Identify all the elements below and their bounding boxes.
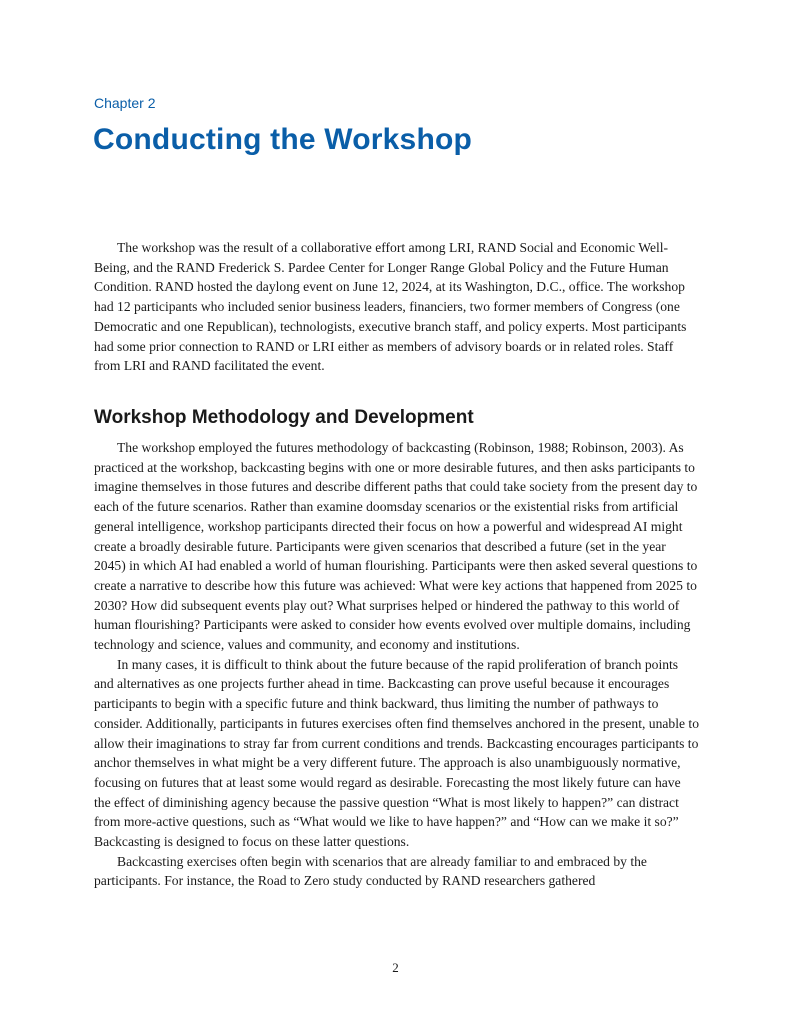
body-paragraph: In many cases, it is difficult to think about the future because of the rapid proliferation of branch points and alternatives as one projects further ahead in time. Backcasting can prove useful because it encourages participants to begin with a specific future and think backward, thus limiting the number of pathways to consider. Additionally, participants in futures exercises often find themselves anchored in the present, unable to allow their imaginations to stray far from current conditions and trends. Backcasting encourages participants to anchor themselves in what might be a very different future. The approach is also unambiguously normative, focusing on futures that at least some would regard as desirable. Forecasting the most likely future can have the effect of diminishing agency because the passive question “What is most likely to happen?” can distract from more-active questions, such as “What would we like to have happen?” and “How can we make it so?” Backcasting is designed to focus on these latter questions. (94, 656, 700, 850)
section-heading: Workshop Methodology and Development (94, 407, 474, 428)
page-number: 2 (392, 960, 399, 975)
intro-section (94, 238, 699, 376)
body-paragraph: Backcasting exercises often begin with scenarios that are already familiar to and embraced by the participants. For instance, the Road to Zero study conducted by RAND researchers gathered (94, 853, 647, 889)
body-paragraph: The workshop employed the futures methodology of backcasting (Robinson, 1988; Robinson, 2003). As practiced at the workshop, backcasting begins with one or more desirable futures, and then asks participants to imagine themselves in those futures and describe different paths that could take society from the present day to each of the future scenarios. Rather than examine doomsday scenarios or the existential risks from artificial general intelligence, workshop participants directed their focus on how a powerful and widespread AI might create a broadly desirable future. Participants were given scenarios that described a future (set in the year 2045) in which AI had enabled a world of human flourishing. Participants were then asked several questions to create a narrative to describe how this future was achieved: What were key actions that happened from 2025 to 2030? How did subsequent events play out? What surprises helped or hindered the pathway to this world of human flourishing? Participants were asked to consider how events evolved over multiple domains, including technology and science, values and community, and economy and institutions. (94, 440, 698, 653)
chapter-label: Chapter 2 (94, 95, 156, 111)
chapter-title: Conducting the Workshop (93, 123, 473, 156)
methodology-section (94, 438, 699, 891)
intro-paragraph: The workshop was the result of a collaborative effort among LRI, RAND Social and Economic Well-Being, and the RAND Frederick S. Pardee Center for Longer Range Global Policy and the Future Human Condition. RAND hosted the daylong event on June 12, 2024, at its Washington, D.C., office. The workshop had 12 participants who included senior business leaders, financiers, two former members of Congress (one Democratic and one Republican), technologists, executive branch staff, and policy experts. Most participants had some prior connection to RAND or LRI either as members of advisory boards or in related roles. Staff from LRI and RAND facilitated the event. (94, 240, 687, 374)
